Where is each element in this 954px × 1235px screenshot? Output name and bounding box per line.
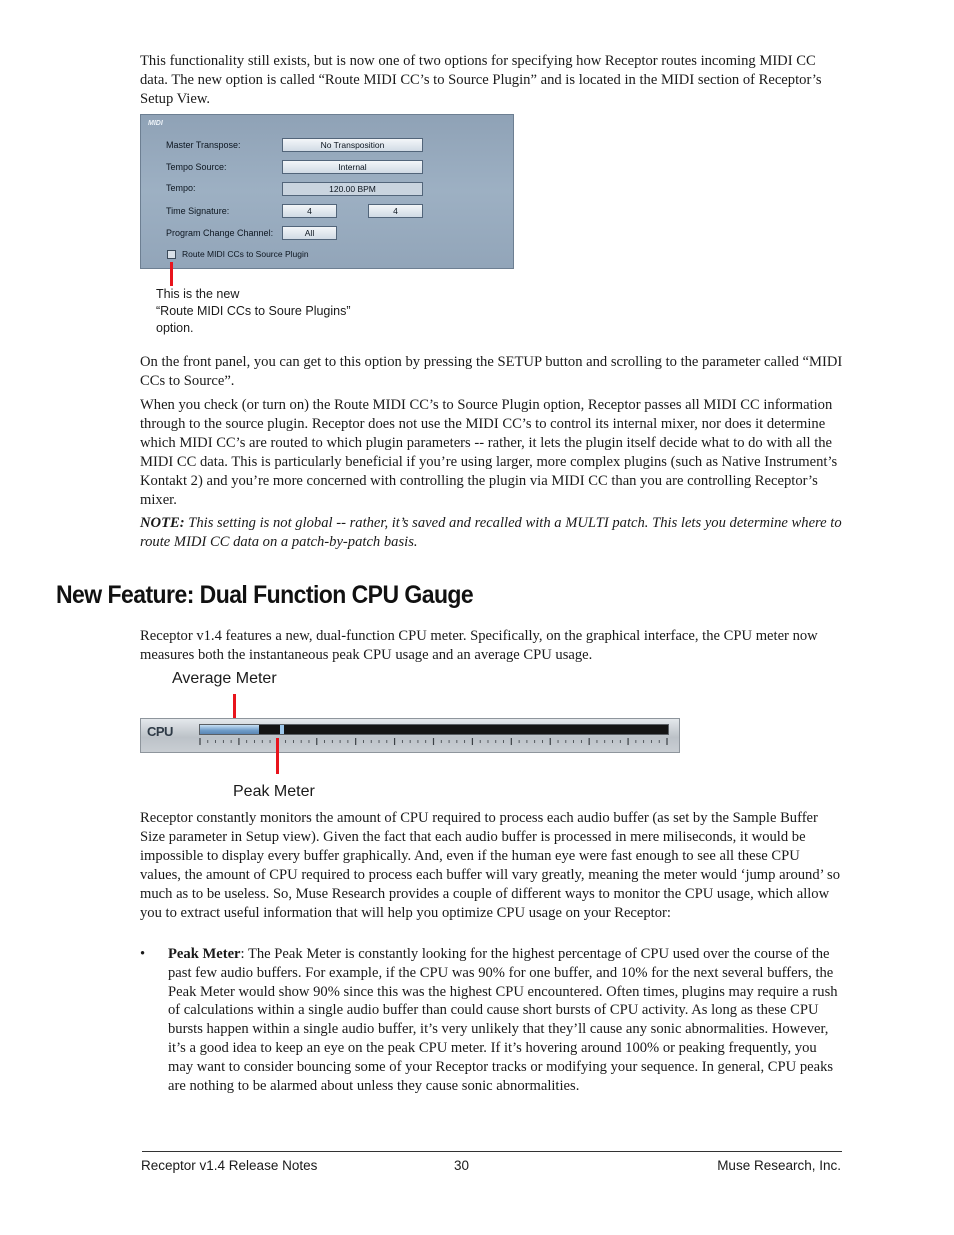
note-text: This setting is not global -- rather, it’s saved and recalled with a MULTI patch. This lets you determine where to route MIDI CC data on a patch-by-patch basis.	[140, 515, 842, 550]
route-midi-ccs-checkbox-label[interactable]: Route MIDI CCs to Source Plugin	[182, 249, 309, 259]
time-signature-label: Time Signature:	[166, 206, 230, 216]
program-change-channel-field[interactable]: All	[282, 226, 337, 240]
cpu-gauge-label: CPU	[147, 724, 173, 739]
bullet-marker: •	[140, 946, 146, 962]
intro-paragraph: This functionality still exists, but is now one of two options for specifying how Receptor routes incoming MIDI CC data. The new option is called “Route MIDI CC’s to Source Plugin” and is located in the MIDI section of Receptor’s Setup View.	[140, 53, 822, 107]
bullet-term: Peak Meter	[168, 946, 241, 962]
footer-left: Receptor v1.4 Release Notes	[141, 1158, 318, 1173]
cpu-gauge	[140, 718, 680, 753]
cpu-gauge-track	[199, 724, 669, 735]
route-option-paragraph: When you check (or turn on) the Route MIDI CC’s to Source Plugin option, Receptor passes all MIDI CC information through to the source plugin. Receptor does not use the MIDI CC’s to control its internal mixer, nor does it determine which MIDI CC’s are routed to which plugin parameters -- rather, it lets the plugin itself decide what to do with all the MIDI CC data. This is particularly beneficial if you’re using larger, more complex plugins (such as Native Instrument’s Kontakt 2) and you’re more concerned with controlling the plugin via MIDI CC than you are controlling Receptor’s mixer.	[140, 397, 838, 508]
cpu-monitor-paragraph: Receptor constantly monitors the amount of CPU required to process each audio buffer (as set by the Sample Buffer Size parameter in Setup view). Given the fact that each audio buffer is processed in mere miliseconds, it would be impossible to display every buffer graphically. And, even if the human eye were fast enough to see all these CPU values, the amount of CPU required to process each buffer will vary greatly, meaning the meter would ‘jump around’ so much as to be useless. So, Muse Research provides a couple of different ways to monitor the CPU usage, which allow you to extract useful information that will help you optimize CPU usage on your Receptor:	[140, 810, 841, 921]
cpu-gauge-scale	[199, 737, 669, 747]
tempo-label: Tempo:	[166, 183, 196, 193]
program-change-channel-label: Program Change Channel:	[166, 228, 274, 238]
note-label: NOTE:	[140, 515, 185, 531]
callout-line-3: option.	[156, 321, 194, 335]
callout-pointer-line	[170, 262, 173, 286]
tempo-source-field[interactable]: Internal	[282, 160, 423, 174]
master-transpose-label: Master Transpose:	[166, 140, 241, 150]
time-signature-denominator-field[interactable]: 4	[368, 204, 423, 218]
cpu-average-fill	[200, 725, 259, 734]
tempo-field[interactable]: 120.00 BPM	[282, 182, 423, 196]
bullet-body: : The Peak Meter is constantly looking for the highest percentage of CPU used over the course of the past few audio buffers. For example, if the CPU was 90% for one buffer, and 10% for the next several buffers, the Peak Meter would show 90% since this was the highest CPU encountered. Often times, plugins may require a rush of calculations within a single audio buffer than could cause short bursts of CPU activity. As long as these CPU bursts happen within a single audio buffer, it’s very unlikely that they’ll cause any sonic abnormalities. However, it’s a good idea to keep an eye on the peak CPU meter. If it’s hovering around 100% or peaking frequently, you may want to consider bouncing some of your Receptor tracks or modifying your sequence. In general, CPU peaks are nothing to be alarmed about unless they cause sonic abnormalities.	[168, 946, 838, 1094]
time-signature-numerator-field[interactable]: 4	[282, 204, 337, 218]
callout-line-1: This is the new	[156, 287, 240, 301]
tempo-source-label: Tempo Source:	[166, 162, 227, 172]
cpu-peak-marker	[280, 725, 284, 734]
peak-meter-pointer	[276, 738, 279, 774]
callout-caption	[156, 286, 351, 337]
bullet-text	[168, 945, 843, 1095]
cpu-intro-paragraph: Receptor v1.4 features a new, dual-function CPU meter. Specifically, on the graphical interface, the CPU meter now measures both the instantaneous peak CPU usage and an average CPU usage.	[140, 628, 818, 663]
peak-meter-bullet	[140, 945, 843, 1095]
master-transpose-field[interactable]: No Transposition	[282, 138, 423, 152]
section-heading: New Feature: Dual Function CPU Gauge	[56, 581, 474, 609]
average-meter-label: Average Meter	[172, 670, 277, 687]
footer-page-number: 30	[454, 1158, 470, 1173]
footer-rule	[142, 1151, 842, 1152]
midi-settings-panel	[140, 114, 514, 269]
footer-right: Muse Research, Inc.	[717, 1158, 841, 1173]
peak-meter-label: Peak Meter	[233, 783, 315, 800]
route-midi-ccs-checkbox[interactable]	[167, 250, 176, 259]
note-paragraph	[140, 514, 843, 552]
front-panel-paragraph: On the front panel, you can get to this option by pressing the SETUP button and scrolling to the parameter called “MIDI CCs to Source”.	[140, 354, 843, 389]
callout-line-2: “Route MIDI CCs to Soure Plugins”	[156, 304, 351, 318]
midi-panel-title: MIDI	[148, 120, 163, 127]
